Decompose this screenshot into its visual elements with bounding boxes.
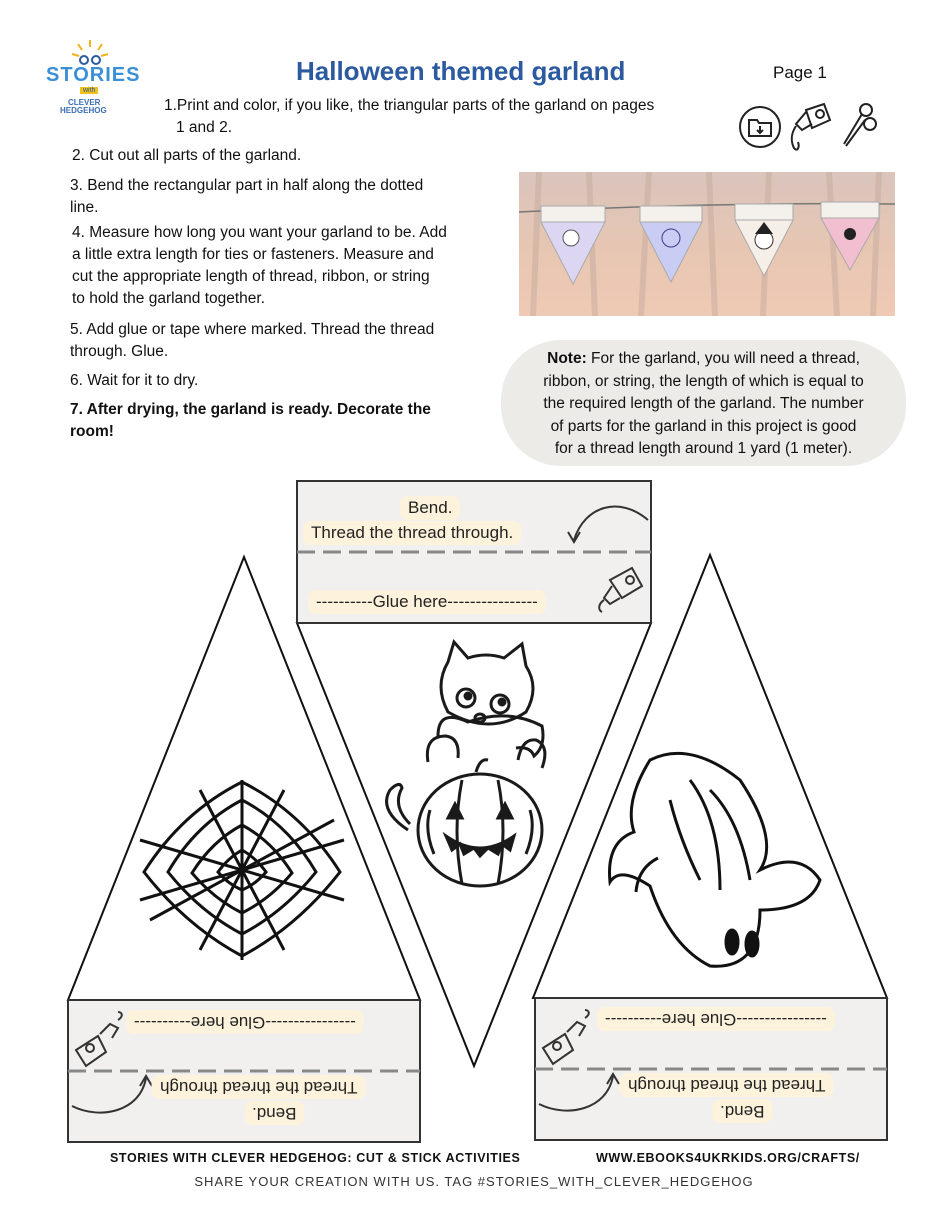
step-1a: 1.Print and color, if you like, the triangular parts of the garland on pages [164,97,655,114]
garland-photo-drawing [519,172,895,316]
note-line-3: the required length of the garland. The number [543,395,864,412]
note-line-2: ribbon, or string, the length of which is equal to [543,373,864,390]
label-thread-top: Thread the thread through. [303,521,521,545]
step-4a: 4. Measure how long you want your garland to be. Add [72,224,447,241]
step-5b: through. Glue. [70,343,169,360]
step-7b: room! [70,423,114,440]
label-glue-right: ----------------Glue here---------- [597,1007,835,1031]
label-glue-left: ----------------Glue here---------- [126,1010,364,1034]
note-line-4: of parts for the garland in this project is good [550,418,857,435]
scissors-icon [838,100,878,150]
label-glue-top: ----------Glue here---------------- [308,590,546,614]
footer-url[interactable]: WWW.EBOOKS4UKRKIDS.ORG/CRAFTS/ [596,1151,860,1165]
folder-download-icon [738,105,782,149]
footer-left: STORIES WITH CLEVER HEDGEHOG: CUT & STICK ACTIVITIES [110,1151,521,1165]
label-thread-left: Thread the thread through [152,1075,366,1099]
garland-photo [519,172,895,316]
label-bend-top: Bend. [400,496,460,520]
logo-line3: HEDGEHOG [60,106,107,115]
note-line-5: for a thread length around 1 yard (1 meter). [554,440,853,457]
step-4d: to hold the garland together. [72,290,266,307]
step-5a: 5. Add glue or tape where marked. Thread the thread [70,321,435,338]
logo-with: with [80,87,98,94]
logo [40,38,140,118]
step-7a: 7. After drying, the garland is ready. Decorate the [70,401,431,418]
step-2: 2. Cut out all parts of the garland. [72,147,302,164]
garland-template [0,470,948,1150]
logo-line2: CLEVER [68,98,101,107]
logo-word: STORIES [46,64,141,86]
step-6: 6. Wait for it to dry. [70,372,199,389]
step-1b: 1 and 2. [176,119,233,136]
step-4b: a little extra length for ties or fasteners. Measure and [72,246,434,263]
page-number: Page 1 [773,63,827,82]
sun-icon [68,38,112,66]
glue-bottle-icon [782,100,834,156]
page-title: Halloween themed garland [296,56,626,86]
label-thread-right: Thread the thread through [620,1073,834,1097]
note-label: Note: [547,350,587,367]
note-line-1 [501,347,906,370]
label-bend-right: Bend. [712,1099,772,1123]
step-3a: 3. Bend the rectangular part in half along the dotted [70,177,424,194]
step-3b: line. [70,199,99,216]
label-bend-left: Bend. [244,1101,304,1125]
footer-share: SHARE YOUR CREATION WITH US. TAG #STORIES_WITH_CLEVER_HEDGEHOG [194,1174,754,1189]
note-text-1: For the garland, you will need a thread, [591,350,860,367]
step-4c: cut the appropriate length of thread, ribbon, or string [72,268,430,285]
